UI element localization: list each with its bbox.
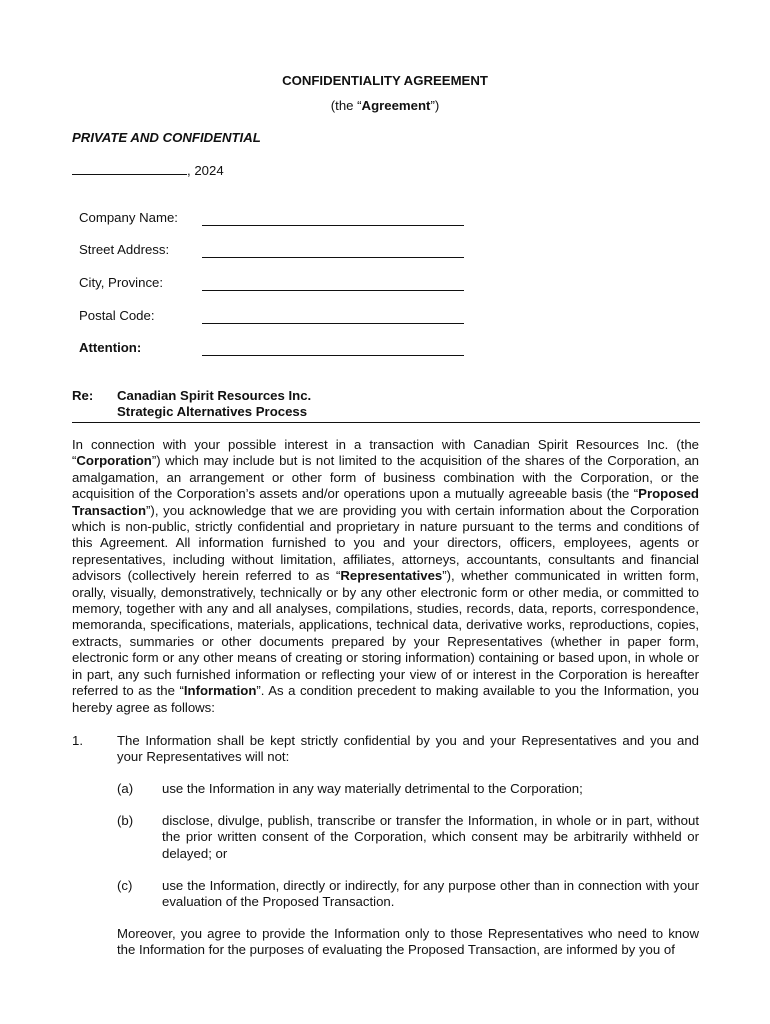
street-address-blank[interactable]: [202, 257, 464, 258]
section-1-number: 1.: [72, 733, 83, 748]
attention-label: Attention:: [79, 340, 142, 355]
date-line: [72, 162, 224, 178]
re-label: Re:: [72, 388, 94, 403]
intro-paragraph: [72, 437, 699, 716]
date-blank[interactable]: [72, 162, 187, 175]
re-process: Strategic Alternatives Process: [117, 404, 308, 419]
subtitle-close: ”): [430, 98, 440, 113]
re-divider: [72, 422, 700, 423]
term-information: Information: [183, 683, 257, 699]
intro-text-5: ”. As a condition precedent to making available to you the Information, you hereby agree as follows:: [72, 683, 700, 715]
term-corporation: Corporation: [76, 453, 152, 469]
item-b-label: (b): [117, 813, 134, 828]
subtitle-open: (the “: [330, 98, 362, 113]
intro-text-1: In connection with your possible interest in a transaction with Canadian Spirit Resources Inc. (the “: [72, 437, 699, 469]
item-c-label: (c): [117, 878, 133, 893]
document-title: CONFIDENTIALITY AGREEMENT: [282, 73, 488, 88]
private-confidential-heading: PRIVATE AND CONFIDENTIAL: [72, 130, 261, 145]
company-name-blank[interactable]: [202, 225, 464, 226]
term-proposed-transaction: Proposed Transaction: [72, 486, 699, 518]
company-name-label: Company Name:: [79, 210, 178, 225]
item-a-text: use the Information in any way materially detrimental to the Corporation;: [162, 781, 583, 796]
intro-text-4: ”), whether communicated in written form, orally, visually, demonstratively, technically or by any other electronic form or other media, or committed to memory, together with any and all analyses, compilations, studies, records, data, reports, correspondence, memoranda, specifications, materials, applications, technical data, derivative works, reproductions, copies, extracts, summaries or other documents prepared by your Representatives (whether in paper form, electronic form or any other means of creating or storing information) containing or based upon, in whole or in part, any such furnished information or reflecting your view of or interest in the Corporation is hereafter referred to as the “: [72, 568, 699, 699]
city-province-label: City, Province:: [79, 275, 164, 290]
section-1-text: The Information shall be kept strictly confidential by you and your Representatives and you and your Representatives will not:: [117, 733, 699, 765]
re-company: Canadian Spirit Resources Inc.: [117, 388, 312, 403]
term-representatives: Representatives: [340, 568, 443, 584]
item-c-text: use the Information, directly or indirectly, for any purpose other than in connection with your evaluation of the Proposed Transaction.: [162, 878, 699, 910]
item-a-label: (a): [117, 781, 134, 796]
document-subtitle: [0, 98, 770, 113]
moreover-paragraph: Moreover, you agree to provide the Information only to those Representatives who need to know the Information for the purposes of evaluating the Proposed Transaction, are informed by you of: [117, 926, 699, 958]
city-province-blank[interactable]: [202, 290, 464, 291]
street-address-label: Street Address:: [79, 242, 170, 257]
item-b-text: disclose, divulge, publish, transcribe or transfer the Information, in whole or in part, without the prior written consent of the Corporation, which consent may be arbitrarily withheld or delayed; or: [162, 813, 699, 861]
date-year: , 2024: [187, 163, 224, 178]
subtitle-defined-term: Agreement: [361, 98, 431, 113]
attention-blank[interactable]: [202, 355, 464, 356]
postal-code-label: Postal Code:: [79, 308, 155, 323]
postal-code-blank[interactable]: [202, 323, 464, 324]
intro-text-3: ”), you acknowledge that we are providing you with certain information about the Corporation which is non-public, strictly confidential and proprietary in nature pursuant to the terms and conditions of this Agreement. All information furnished to you and your directors, officers, employees, agents or representatives, including without limitation, affiliates, attorneys, accountants, consultants and financial advisors (collectively herein referred to as “: [72, 502, 699, 584]
intro-text-2: ”) which may include but is not limited to the acquisition of the shares of the Corporation, an amalgamation, an arrangement or other form of business combination with the Corporation, or the acquisition of the Corporation’s assets and/or operations upon a mutually agreeable basis (the “: [72, 453, 699, 502]
